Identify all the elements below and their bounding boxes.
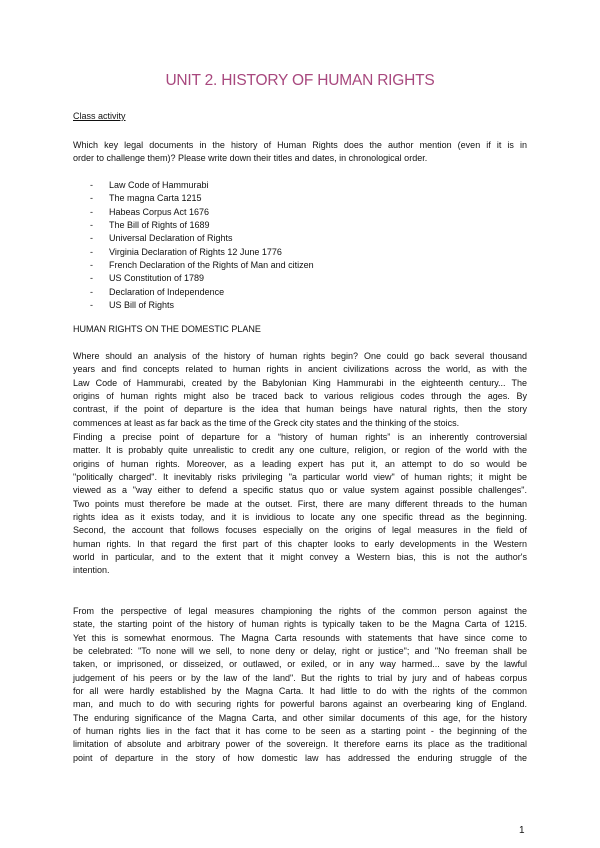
list-item <box>73 232 527 245</box>
bullet-dash: - <box>90 233 93 244</box>
paragraph-3 <box>73 605 527 765</box>
bullet-dash: - <box>90 260 93 271</box>
bullet-dash: - <box>90 273 93 284</box>
text-line: From the perspective of legal measures championing the rights of the common person against the <box>73 606 527 616</box>
list-item <box>73 259 527 272</box>
list-item <box>73 179 527 192</box>
text-line: Law Code of Hammurabi, created by the Babylonian King Hammurabi in the eighteenth century... The <box>73 377 527 388</box>
text-line: point of departure in the story of how domestic law has addressed the enduring struggle of the <box>73 752 527 763</box>
text-line: origins of human rights. Moreover, as a leading expert has put it, an attempt to do so would be <box>73 458 527 469</box>
list-item <box>73 272 527 285</box>
list-item <box>73 246 527 259</box>
text-line: be celebrated: "To none will we sell, to none deny or delay, right or justice"; and "No freeman shall be <box>73 646 527 657</box>
class-activity-heading: Class activity <box>73 111 126 121</box>
text-line: Finding a precise point of departure for a “history of human rights” is an inherently controversial <box>73 432 527 442</box>
list-item-text: Habeas Corpus Act 1676 <box>109 206 210 217</box>
page-number: 1 <box>519 825 525 836</box>
text-line: years and find concepts related to human rights in ancient civilizations across the world, as with the <box>73 364 527 375</box>
documents-list <box>73 179 527 312</box>
text-line: human rights. In that regard the first part of this chapter looks to early developments in the Western <box>73 538 527 549</box>
list-item-text: The Bill of Rights of 1689 <box>109 220 210 231</box>
text-line: contrast, if the point of departure is the idea that human beings have natural rights, then the story <box>73 404 527 415</box>
text-line: of human rights lies in the fact that it has come to be seen as a starting point - the beginning of the <box>73 726 527 737</box>
text-line: Where should an analysis of the history of human rights begin? One could go back several thousand <box>73 351 527 361</box>
text-line: rights idea as it exists today, and it is invidious to locate any one specific thread as the beginning. <box>73 512 527 523</box>
list-item-text: Law Code of Hammurabi <box>109 180 209 190</box>
list-item-text: Universal Declaration of Rights <box>109 233 233 244</box>
list-item <box>73 286 527 299</box>
text-line: origins of human rights might also be traced back to various religious codes through the ages. By <box>73 391 527 402</box>
text-line: commences at least as far back as the time of the Greck city states and the thinking of the stoics. <box>73 417 460 428</box>
text-line: The enduring significance of the Magna Carta, and other similar documents of this age, for the history <box>73 712 527 723</box>
bullet-dash: - <box>90 193 93 204</box>
section-heading: HUMAN RIGHTS ON THE DOMESTIC PLANE <box>73 324 261 334</box>
page-title: UNIT 2. HISTORY OF HUMAN RIGHTS <box>165 72 435 89</box>
text-line: taken, or imprisoned, or disseized, or outlawed, or exiled, or in any way harmed... save by the lawful <box>73 659 527 670</box>
text-line: intention. <box>73 565 110 576</box>
list-item-text: US Bill of Rights <box>109 300 175 311</box>
bullet-dash: - <box>90 220 93 231</box>
list-item-text: French Declaration of the Rights of Man and citizen <box>109 260 314 271</box>
bullet-dash: - <box>90 180 93 190</box>
bullet-dash: - <box>90 286 93 297</box>
text-line: state, the starting point of the history of human rights is typically taken to be the Magna Carta of 1215. <box>73 619 527 630</box>
text-line: judgement of his peers or by the law of the land". But the rights to trial by jury and of habeas corpus <box>73 672 527 683</box>
bullet-dash: - <box>90 300 93 311</box>
bullet-dash: - <box>90 246 93 257</box>
question-paragraph <box>73 139 527 166</box>
list-item-text: Virginia Declaration of Rights 12 June 1776 <box>109 246 282 257</box>
text-line: man, and much to do with securing rights for powerful barons against an overbearing king of England. <box>73 699 527 710</box>
text-line: Second, the account that follows focuses especially on the origins of legal measures in the field of <box>73 525 527 536</box>
paragraph-2 <box>73 431 527 578</box>
paragraph-1 <box>73 350 527 430</box>
list-item <box>73 299 527 312</box>
text-line: matter. It is probably quite unrealistic to credit any one culture, religion, or region of the world with the <box>73 445 527 456</box>
text-line: limitation of absolute and arbitrary power of the sovereign. It therefore earns its place as the traditional <box>73 739 527 750</box>
list-item <box>73 206 527 219</box>
list-item <box>73 192 527 205</box>
list-item-text: The magna Carta 1215 <box>109 193 202 204</box>
text-line: Yet this is somewhat enormous. The Magna Carta resounds with statements that have since come to <box>73 632 527 643</box>
text-line: Two points must therefore be made at the outset. First, there are many different threads to the human <box>73 498 527 509</box>
list-item <box>73 219 527 232</box>
bullet-dash: - <box>90 206 93 217</box>
list-item-text: Declaration of Independence <box>109 286 225 297</box>
text-line: world in particular, and to the extent that it might convey a Western bias, this is not the author's <box>73 552 527 563</box>
text-line: Which key legal documents in the history of Human Rights does the author mention (even if it is in <box>73 140 527 150</box>
text-line: viewed as a "way either to defend a specific status quo or value system against possible challenges". <box>73 485 527 496</box>
text-line: "politically charged". It inevitably risks privileging "a particular world view" of human rights; it might be <box>73 472 527 483</box>
list-item-text: US Constitution of 1789 <box>109 273 205 284</box>
text-line: for all were hardly established by the Magna Carta. It had little to do with the rights of the common <box>73 686 527 697</box>
text-line: order to challenge them)? Please write down their titles and dates, in chronological order. <box>73 153 428 164</box>
